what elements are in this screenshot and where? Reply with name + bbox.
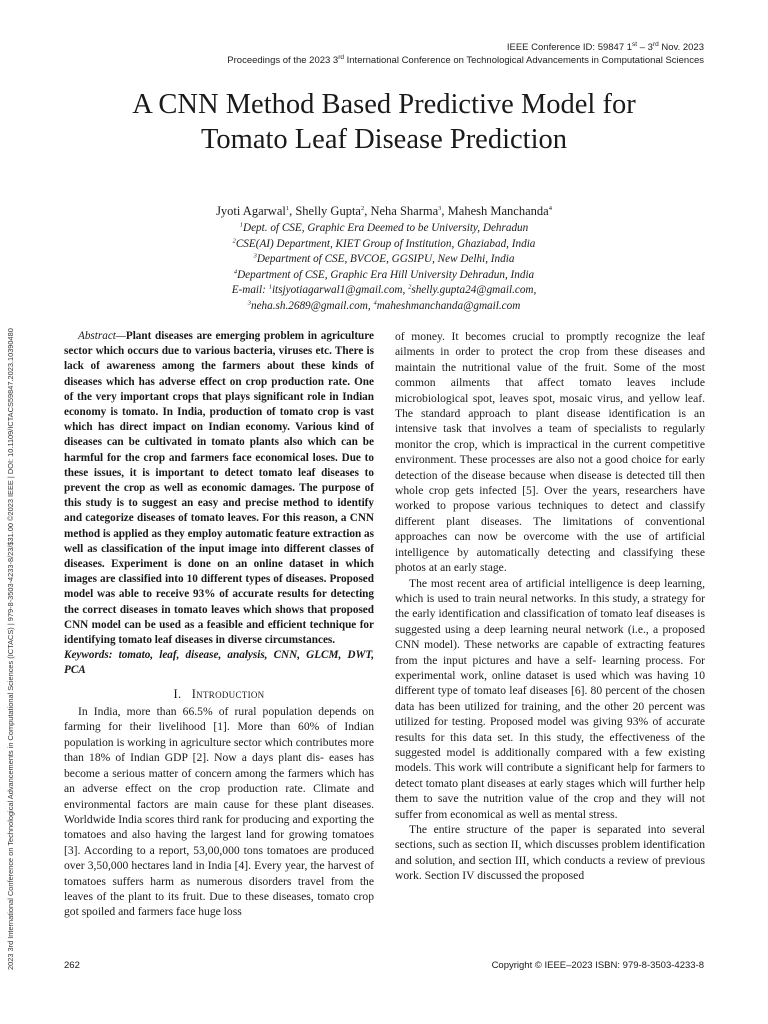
paragraph: The entire structure of the paper is separated into several sections, such as section II, which discusses problem identification and solution, and section III, which conducts a review of previous work. Section IV discussed the proposed — [395, 823, 705, 883]
abstract: Abstract—Plant diseases are emerging problem in agriculture sector which occurs due to various bacteria, viruses etc. There is lack of awareness among the farmers about these kinds of diseases which has adverse effect on crop production rate. One of the very important crops that plays significant role in Indian economy is tomato. In India, production of tomato crop is vast which has direct impact on Indian economy. Various kind of diseases can be cultivated in tomato plants also which can be harmful for the crop and farmers face economical loses. Due to these issues, it is important to detect tomato leaf diseases to prevent the crop as well as economic damages. The purpose of this study is to suggest an easy and precise method to identify and categorize diseases of tomato leaves. For this reason, a CNN method is applied as they employ automatic feature extraction as well as classification of the input image into different classes of diseases. Experiment is done on an online dataset in which images are classified into 10 different types of diseases. Proposed model was able to receive 93% of accurate results for detecting the correct diseases in tomato leaves which shows that proposed CNN model can be used as a feasible and efficient technique for identifying tomato leaf diseases in diverse circumstances. — [64, 330, 374, 647]
paragraph: In India, more than 66.5% of rural population depends on farming for their livelihood [1]. More than 60% of Indian population is working in agriculture sector which contributes more than 18% of Indian GDP [2]. Now a days plant dis- eases has become a serious matter of concern among the farmers which has an adverse effect on the crop production rate. Climate and environmental factors are main cause for these plant diseases. Worldwide India scores third rank for producing and exporting the tomatoes and also having the largest land for growing tomatoes [3]. According to a report, 53,00,000 tons tomatoes are produced over 3,50,000 hectares land in India [4]. Every year, the harvest of tomatoes suffers harm as numerous disorders travel from the leaves of the plant to its fruit. Due to these diseases, tomato crop got spoiled and farmers face huge loss — [64, 705, 374, 919]
paragraph: of money. It becomes crucial to promptly recognize the leaf ailments in order to protect the crop from these diseases and maintain the nutritional value of the fruit. Some of the most common ailments that affect tomato leaves include microbiological spot, leaves spot, mosaic virus, and yellow leaf. The standard approach to plant disease identification is an intensive task that involves a team of specialists to regularly monitor the crop, which is impractical in the current competitive environment. These processes are also not a good choice for early detection of the disease because when disease is detected till then whole crop gets infected [5]. Over the years, researchers have worked to propose various techniques to detect and classify different plant diseases. The limitations of conventional approaches can now be overcome with the use of artificial intelligence by automatically detecting and classifying these photos at an early stage. — [395, 330, 705, 575]
title-line-1: A CNN Method Based Predictive Model for — [132, 89, 636, 120]
right-column — [395, 329, 705, 884]
author-name: Shelly Gupta — [295, 204, 361, 218]
page-number: 262 — [64, 960, 80, 971]
affiliation: $^2$CSE(AI) Department, KIET Group of Institution, Ghaziabad, India — [232, 236, 536, 250]
title-line-2: Tomato Leaf Disease Prediction — [200, 124, 567, 155]
affiliation: $^1$Dept. of CSE, Graphic Era Deemed to be University, Dehradun — [239, 221, 529, 234]
conference-header — [227, 41, 704, 67]
conference-id: IEEE Conference ID: 59847 1st – 3rd Nov. 2023 — [506, 40, 704, 53]
author-list: Jyoti Agarwal$^1$, Shelly Gupta$^2$, Neha Sharma$^3$, Mahesh Manchanda$^4$ — [216, 204, 552, 218]
affiliations — [64, 221, 704, 315]
email-line: E-mail: $^1$itsjyotiagarwal1@gmail.com, $^2$shelly.gupta24@gmail.com, — [231, 283, 537, 297]
paper-title — [64, 87, 704, 157]
sidebar-doi-text: 2023 3rd International Conference on Technological Advancements in Computational Sciences (ICTACS) | 979-8-3503-4233-8/23/$31.00 ©2023 IEEE | DOI: 10.1109/ICTACS59847.2023.10390480 — [6, 328, 15, 970]
affiliation: $^3$Department of CSE, BVCOE, GGSIPU, New Delhi, India — [253, 252, 515, 266]
author-name: Jyoti Agarwal — [216, 204, 286, 218]
copyright: Copyright © IEEE–2023 ISBN: 979-8-3503-4233-8 — [491, 960, 704, 971]
keywords: Keywords: tomato, leaf, disease, analysis, CNN, GLCM, DWT, PCA — [64, 649, 374, 677]
author-name: Mahesh Manchanda — [447, 204, 549, 218]
email-line: $^3$neha.sh.2689@gmail.com, $^4$maheshmanchanda@gmail.com — [247, 299, 521, 312]
proceedings-line: Proceedings of the 2023 3rd International Conference on Technological Advancements in Computational Sciences — [227, 53, 704, 66]
affiliation: $^4$Department of CSE, Graphic Era Hill University Dehradun, India — [233, 268, 535, 281]
paragraph: The most recent area of artificial intelligence is deep learning, which is used to train neural networks. In this study, a strategy for the early identification and classification of tomato leaf diseases is suggested using a deep learning neural network (i.e., a proposed CNN model). These networks are capable of extracting features from the input pictures and have a self- learning process. For experimental work, online dataset is used which was having 10 different type of tomato leaf diseases [6]. 80 percent of the chosen data has been utilized for training, and the other 20 percent was utilized for testing. Proposed model was giving 93% of accurate results for this data set. In this study, the effectiveness of the suggested model is additionally compared with a few existing models. This work will contribute a significant help for farmers to detect tomato plant diseases at early stages which will further help them to save the nutrition value of the crop and they will not suffer from economical as well as mental stress. — [395, 576, 705, 821]
section-heading-introduction: I. Introduction — [173, 686, 265, 701]
author-name: Neha Sharma — [370, 204, 439, 218]
left-column — [64, 329, 374, 920]
